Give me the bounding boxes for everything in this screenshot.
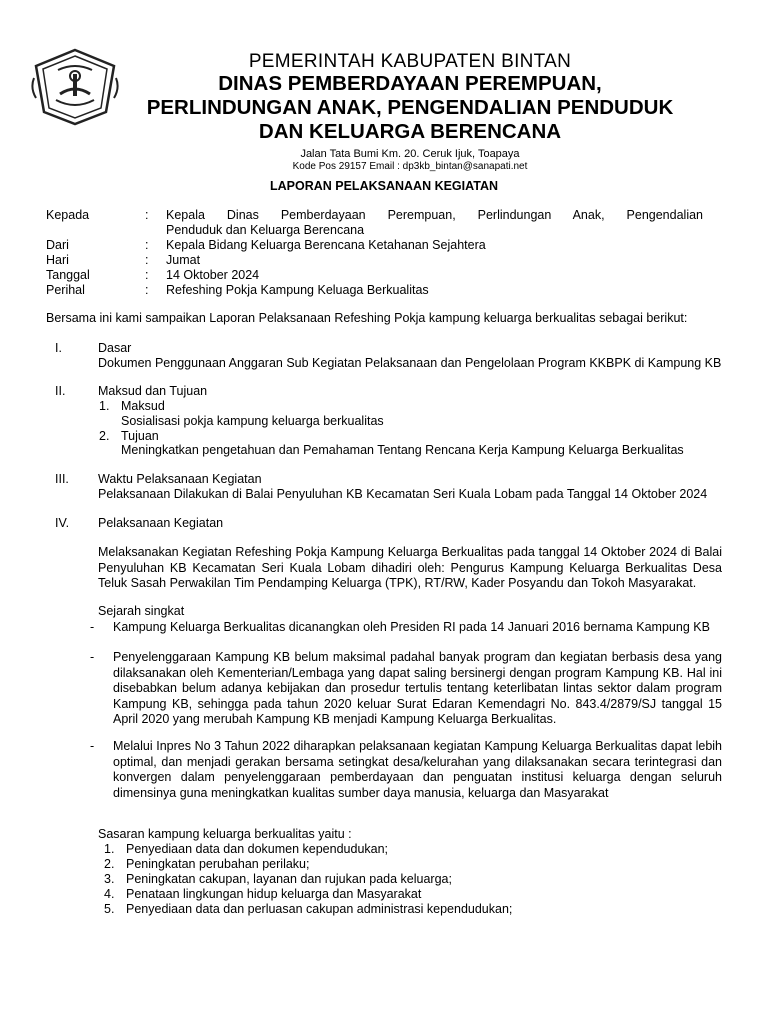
target-item: Penataan lingkungan hidup keluarga dan Masyarakat bbox=[126, 887, 422, 901]
target-item: Penyediaan data dan perluasan cakupan administrasi kependudukan; bbox=[126, 902, 513, 916]
hari-label: Hari bbox=[46, 253, 69, 267]
bullet-dash: - bbox=[90, 739, 95, 753]
agency-name-line2: PERLINDUNGAN ANAK, PENGENDALIAN PENDUDUK bbox=[146, 96, 674, 119]
agency-address: Jalan Tata Bumi Km. 20. Ceruk Ijuk, Toapaya bbox=[300, 148, 520, 160]
history-bullet-2: Penyelenggaraan Kampung KB belum maksimal padahal banyak program dan kegiatan berbasis desa yang dilaksanakan oleh Kementerian/Lembaga yang dapat saling bersinergi dengan program Kampung KB. Hal ini disebabkan belum adanya kebijakan dan prosedur tertulis tentang keterlibatan lintas sektor dalam program Kampung KB, sehingga pada tahun 2020 keluar Surat Edaran Kemendagri No. 843.4/2879/SJ tanggal 15 April 2020 yang merubah Kampung KB menjadi Kampung Keluarga Berkualitas. bbox=[113, 650, 722, 726]
history-title: Sejarah singkat bbox=[98, 604, 185, 618]
regency-emblem-icon bbox=[30, 48, 120, 126]
letterhead bbox=[110, 52, 710, 173]
government-name: PEMERINTAH KABUPATEN BINTAN bbox=[248, 51, 572, 72]
section-4-title: Pelaksanaan Kegiatan bbox=[98, 516, 224, 530]
target-number: 3. bbox=[104, 872, 115, 886]
section-2-2-title: Tujuan bbox=[121, 429, 159, 443]
dari-colon: : bbox=[145, 238, 149, 252]
section-3-number: III. bbox=[55, 472, 69, 486]
activity-paragraph: Melaksanakan Kegiatan Refeshing Pokja Kampung Keluarga Berkualitas pada tanggal 14 Oktober 2024 di Balai Penyuluhan KB Kecamatan Seri Kuala Lobam dihadiri oleh: Pengurus Kampung Keluarga Berkualitas Desa Teluk Sasah Perwakilan Tim Pendamping Keluarga (TPK), RT/RW, Kader Posyandu dan Tokoh Masyarakat. bbox=[98, 545, 722, 590]
target-number: 2. bbox=[104, 857, 115, 871]
kepada-value-line1: Kepala Dinas Pemberdayaan Perempuan, Perlindungan Anak, Pengendalian bbox=[166, 208, 703, 222]
history-bullet-1: Kampung Keluarga Berkualitas dicanangkan oleh Presiden RI pada 14 Januari 2016 bernama Kampung KB bbox=[113, 620, 710, 634]
bullet-dash: - bbox=[90, 650, 95, 664]
kepada-value-line2: Penduduk dan Keluarga Berencana bbox=[166, 223, 365, 237]
section-1-text: Dokumen Penggunaan Anggaran Sub Kegiatan Pelaksanaan dan Pengelolaan Program KKBPK di Kampung KB bbox=[98, 356, 722, 370]
target-item: Peningkatan cakupan, layanan dan rujukan pada keluarga; bbox=[126, 872, 452, 886]
section-3-title: Waktu Pelaksanaan Kegiatan bbox=[98, 472, 262, 486]
history-bullet-3: Melalui Inpres No 3 Tahun 2022 diharapkan pelaksanaan kegiatan Kampung Keluarga Berkualitas dapat lebih optimal, dan menjadi gerakan bersama setingkat desa/kelurahan yang dilaksanakan secara terintegrasi dan konvergen dalam penyelenggaraan pemberdayaan dan penguatan institusi keluarga dengan seluruh dimensinya guna meningkatkan kualitas sumber daya manusia, keluarga dan Masyarakat bbox=[113, 739, 722, 800]
section-4-number: IV. bbox=[55, 516, 70, 530]
perihal-label: Perihal bbox=[46, 283, 85, 297]
agency-contact: Kode Pos 29157 Email : dp3kb_bintan@sanapati.net bbox=[292, 161, 528, 172]
section-2-1-title: Maksud bbox=[121, 399, 165, 413]
bullet-dash: - bbox=[90, 620, 95, 634]
section-2-number: II. bbox=[55, 384, 66, 398]
dari-value: Kepala Bidang Keluarga Berencana Ketahanan Sejahtera bbox=[166, 238, 486, 252]
dari-label: Dari bbox=[46, 238, 69, 252]
tanggal-value: 14 Oktober 2024 bbox=[166, 268, 260, 282]
tanggal-colon: : bbox=[145, 268, 149, 282]
section-3-text: Pelaksanaan Dilakukan di Balai Penyuluhan KB Kecamatan Seri Kuala Lobam pada Tanggal 14 Oktober 2024 bbox=[98, 487, 708, 501]
hari-value: Jumat bbox=[166, 253, 201, 267]
section-2-1-text: Sosialisasi pokja kampung keluarga berkualitas bbox=[121, 414, 384, 428]
kepada-colon: : bbox=[145, 208, 149, 222]
target-number: 1. bbox=[104, 842, 115, 856]
section-2-2-number: 2. bbox=[99, 429, 110, 443]
target-item: Peningkatan perubahan perilaku; bbox=[126, 857, 310, 871]
report-title: LAPORAN PELAKSANAAN KEGIATAN bbox=[269, 179, 498, 193]
section-2-2-text: Meningkatkan pengetahuan dan Pemahaman Tentang Rencana Kerja Kampung Keluarga Berkualitas bbox=[121, 443, 684, 457]
section-1-number: I. bbox=[55, 341, 62, 355]
agency-name-line1: DINAS PEMBERDAYAAN PEREMPUAN, bbox=[218, 72, 602, 95]
section-1-title: Dasar bbox=[98, 341, 132, 355]
target-number: 4. bbox=[104, 887, 115, 901]
hari-colon: : bbox=[145, 253, 149, 267]
targets-title: Sasaran kampung keluarga berkualitas yaitu : bbox=[98, 827, 352, 841]
target-number: 5. bbox=[104, 902, 115, 916]
section-2-1-number: 1. bbox=[99, 399, 110, 413]
section-2-title: Maksud dan Tujuan bbox=[98, 384, 208, 398]
kepada-label: Kepada bbox=[46, 208, 90, 222]
target-item: Penyediaan data dan dokumen kependudukan; bbox=[126, 842, 389, 856]
intro-paragraph: Bersama ini kami sampaikan Laporan Pelaksanaan Refeshing Pokja kampung keluarga berkualitas sebagai berikut: bbox=[46, 311, 688, 325]
agency-name-line3: DAN KELUARGA BERENCANA bbox=[258, 120, 562, 143]
perihal-value: Refeshing Pokja Kampung Keluaga Berkualitas bbox=[166, 283, 429, 297]
perihal-colon: : bbox=[145, 283, 149, 297]
tanggal-label: Tanggal bbox=[46, 268, 90, 282]
